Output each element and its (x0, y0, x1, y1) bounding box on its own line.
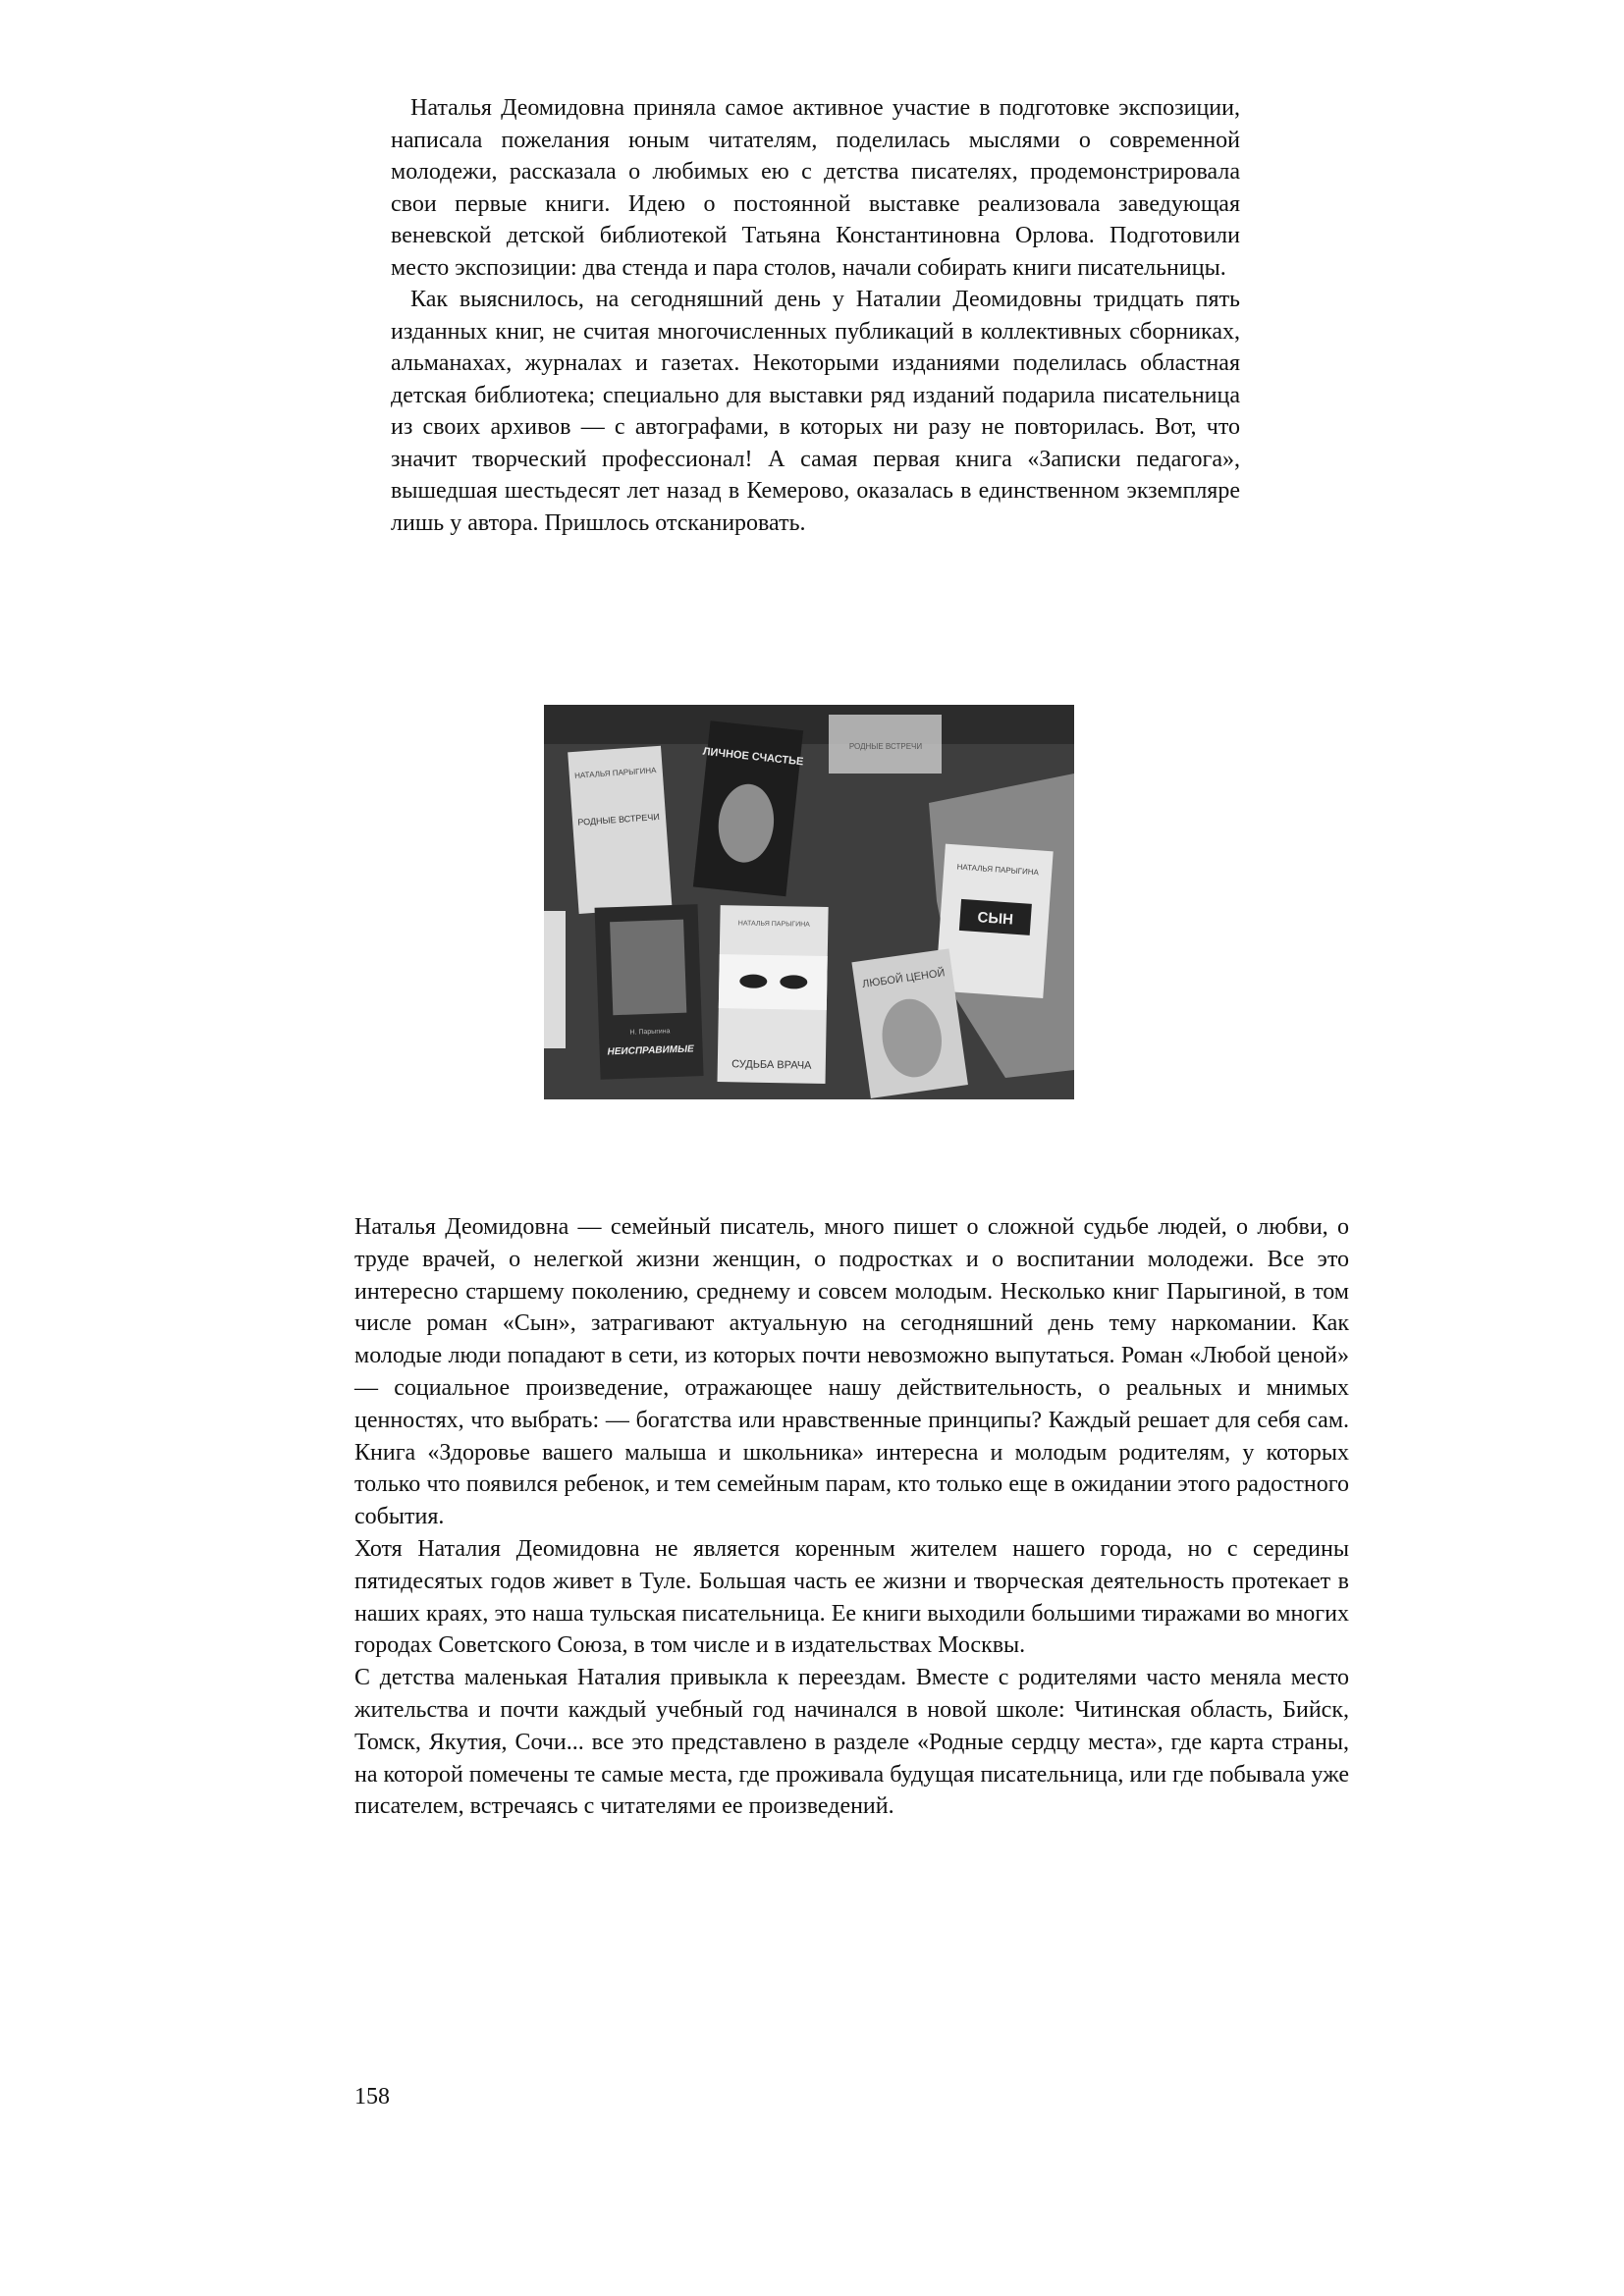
book-title: РОДНЫЕ ВСТРЕЧИ (577, 811, 661, 828)
book-author: НАТАЛЬЯ ПАРЫГИНА (573, 766, 657, 780)
paragraph: Как выяснилось, на сегодняшний день у Наталии Деомидовны тридцать пять изданных книг, не считая многочисленных публикаций в коллективных сборниках, альманахах, журналах и газетах. Некоторыми изданиями поделилась областная детская библиотека; специально для выставки ряд изданий подарила писательница из своих архивов — с автографами, в которых ни разу не повторилась. Вот, что значит творческий профессионал! А самая первая книга «Записки педагога», вышедшая шестьдесят лет назад в Кемерово, оказалась в единственном экземпляре лишь у автора. Пришлось отсканировать. (391, 287, 1240, 536)
book-author: НАТАЛЬЯ ПАРЫГИНА (956, 862, 1040, 878)
paragraph: Наталья Деомидовна — семейный писатель, много пишет о сложной судьбе людей, о любви, о труде врачей, о нелегкой жизни женщин, о подростках и о воспитании молодежи. Все это интересно старшему поколению, среднему и совсем молодым. Несколько книг Парыгиной, в том числе роман «Сын», затрагивают актуальную на сегодняшний день тему наркомании. Как молодые люди попадают в сети, из которых почти невозможно выпутаться. Роман «Любой ценой» — социальное произведение, отражающее нашу действительность, о реальных и мнимых ценностях, что выбрать: — богатства или нравственные принципы? Каждый решает для себя сам. Книга «Здоровье вашего малыша и школьника» интересна и молодым родителям, у которых только что появился ребенок, и тем семейным парам, кто только еще в ожидании этого радостного события. (354, 1214, 1349, 1530)
book-cover (829, 715, 942, 774)
page-number: 158 (354, 2084, 390, 2109)
book-exhibition-photo (544, 705, 1074, 1099)
book-cover (595, 904, 704, 1080)
book-author: Н. Парыгина (629, 1028, 671, 1037)
photo-image (544, 705, 1074, 1099)
paragraph: Наталья Деомидовна приняла самое активное участие в подготовке экспозиции, написала пожелания юным читателям, поделилась мыслями о современной молодежи, рассказала о любимых ею с детства писателях, продемонстрировала свои первые книги. Идею о постоянной выставке реализовала заведующая веневской детской библиотекой Татьяна Константиновна Орлова. Подготовили место экспозиции: два стенда и пара столов, начали собирать книги писательницы. (391, 95, 1240, 281)
book-title: РОДНЫЕ ВСТРЕЧИ (848, 742, 923, 751)
cover-illustration (610, 920, 686, 1016)
article-text-top (391, 92, 1240, 539)
book-author: НАТАЛЬЯ ПАРЫГИНА (737, 920, 810, 929)
book-edge (544, 911, 566, 1048)
book-cover (568, 746, 672, 914)
book-title: НЕИСПРАВИМЫЕ (607, 1043, 694, 1058)
book-cover (935, 844, 1053, 998)
book-title: ЛЮБОЙ ЦЕНОЙ (861, 967, 947, 990)
book-title: ЛИЧНОЕ СЧАСТЬЕ (702, 745, 804, 769)
book-cover (718, 905, 829, 1084)
book-cover (851, 948, 968, 1098)
photo-shadow (544, 705, 1074, 744)
article-text-bottom (354, 1211, 1349, 1823)
paragraph: С детства маленькая Наталия привыкла к переездам. Вместе с родителями часто меняла место жительства и почти каждый учебный год начинался в новой школе: Читинская область, Бийск, Томск, Якутия, Сочи... все это представлено в разделе «Родные сердцу места», где карта страны, на которой помечены те самые места, где проживала будущая писательница, или где побывала уже писателем, встречаясь с читателями ее произведений. (354, 1665, 1349, 1820)
book-title: СУДЬБА ВРАЧА (731, 1058, 812, 1072)
book-title: СЫН (977, 909, 1014, 929)
paragraph: Хотя Наталия Деомидовна не является коренным жителем нашего города, но с середины пятидесятых годов живет в Туле. Большая часть ее жизни и творческая деятельность протекает в наших краях, это наша тульская писательница. Ее книги выходили большими тиражами во многих городах Советского Союза, в том числе и в издательствах Москвы. (354, 1535, 1349, 1659)
